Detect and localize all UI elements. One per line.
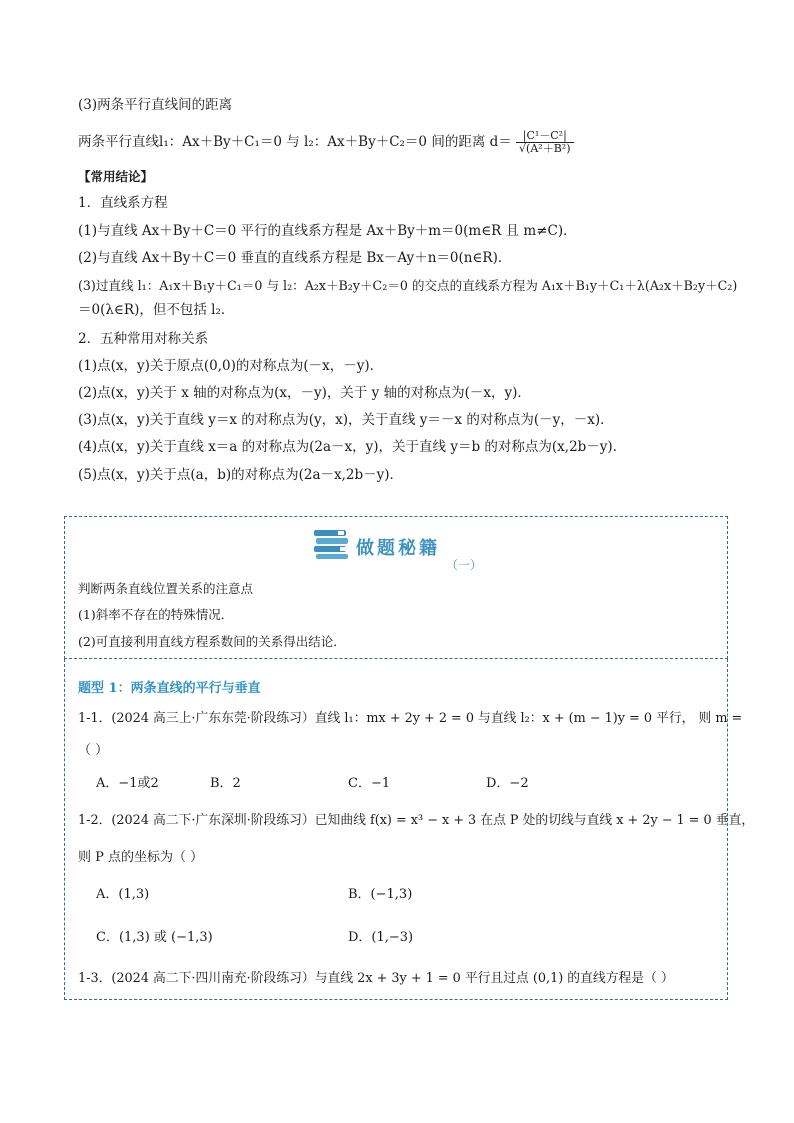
question-1-1: 1-1．(2024 高三上·广东东莞·阶段练习）直线 l₁：mx + 2y + 2 = 0 与直线 l₂：x + (m − 1)y = 0 平行， 则 m =	[78, 711, 743, 726]
tips-heading-sub: （一）	[446, 558, 483, 572]
q1-option-a[interactable]: A．−1或2	[96, 776, 159, 791]
tip-3: (2)可直接利用直线方程系数间的关系得出结论．	[78, 634, 346, 649]
line-system-3a: (3)过直线 l₁：A₁x＋B₁y＋C₁＝0 与 l₂：A₂x＋B₂y＋C₂＝0 的交点的直线系方程为 A₁x＋B₁y＋C₁＋λ(A₂x＋B₂y＋C₂)	[78, 278, 738, 293]
common-header: 【常用结论】	[78, 169, 154, 184]
tip-2: (1)斜率不存在的特殊情况．	[78, 607, 234, 622]
q1-option-d[interactable]: D．−2	[486, 776, 529, 791]
question-1-2-b: 则 P 点的坐标为（ ）	[78, 850, 204, 865]
distance-fraction	[516, 130, 573, 155]
tip-1: 判断两条直线位置关系的注意点	[78, 581, 254, 596]
symmetry-3: (3)点(x，y)关于直线 y＝x 的对称点为(y，x)，关于直线 y＝－x 的对称点为(－y，－x)．	[78, 412, 614, 428]
question-1-2: 1-2．(2024 高二下·广东深圳·阶段练习）已知曲线 f(x) = x³ − x + 3 在点 P 处的切线与直线 x + 2y − 1 = 0 垂直，	[78, 813, 755, 828]
line-system-3b: ＝0(λ∈R)，但不包括 l₂．	[78, 302, 235, 318]
symmetry-4: (4)点(x，y)关于直线 x＝a 的对称点为(2a－x，y)，关于直线 y＝b 的对称点为(x,2b－y)．	[78, 439, 627, 455]
tips-heading	[312, 528, 492, 572]
item2-title: 2．五种常用对称关系	[78, 331, 209, 347]
question-1-1-paren: （ ）	[78, 743, 109, 758]
q2-option-a[interactable]: A．(1,3)	[96, 887, 150, 902]
question-1-3: 1-3．(2024 高二下·四川南充·阶段练习）与直线 2x + 3y + 1 = 0 平行且过点 (0,1) 的直线方程是（ ）	[78, 971, 674, 986]
symmetry-2: (2)点(x，y)关于 x 轴的对称点为(x，－y)，关于 y 轴的对称点为(－x，y)．	[78, 385, 531, 401]
line-system-1: (1)与直线 Ax＋By＋C＝0 平行的直线系方程是 Ax＋By＋m＝0(m∈R 且 m≠C)．	[78, 223, 577, 239]
q2-option-b[interactable]: B．(−1,3)	[348, 887, 413, 902]
fraction-denominator: √(A²＋B²)	[519, 142, 571, 155]
q1-option-c[interactable]: C．−1	[348, 776, 391, 791]
symmetry-5: (5)点(x，y)关于点(a，b)的对称点为(2a－x,2b－y)．	[78, 467, 404, 483]
topic-title: 题型 1：两条直线的平行与垂直	[78, 681, 261, 696]
distance-text: 两条平行直线l₁：Ax＋By＋C₁＝0 与 l₂：Ax＋By＋C₂＝0 间的距离 d＝	[78, 134, 512, 150]
line-system-2: (2)与直线 Ax＋By＋C＝0 垂直的直线系方程是 Bx－Ay＋n＝0(n∈R)．	[78, 250, 512, 266]
tips-heading-title: 做题秘籍	[356, 538, 440, 559]
q2-option-c[interactable]: C．(1,3) 或 (−1,3)	[96, 930, 213, 945]
item1-title: 1．直线系方程	[78, 195, 168, 211]
symmetry-1: (1)点(x，y)关于原点(0,0)的对称点为(－x，－y)．	[78, 358, 384, 374]
section3-title: (3)两条平行直线间的距离	[78, 97, 233, 113]
distance-formula	[78, 130, 574, 155]
q2-option-d[interactable]: D．(1,−3)	[348, 930, 414, 945]
q1-option-b[interactable]: B．2	[210, 776, 241, 791]
fraction-numerator: |C¹－C²|	[516, 130, 573, 143]
books-icon	[312, 528, 350, 560]
